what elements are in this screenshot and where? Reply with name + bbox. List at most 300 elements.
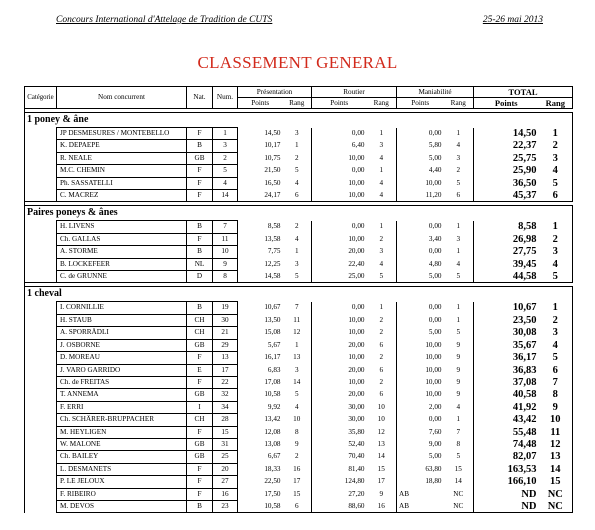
cell-presentation-points: 13,58 <box>264 234 281 243</box>
table-row <box>25 339 573 351</box>
cell-nat: F <box>187 128 213 140</box>
table-row <box>25 451 573 463</box>
table-row <box>25 221 573 233</box>
cell-total-rang: 10 <box>539 414 573 426</box>
cell-nat: B <box>187 302 213 314</box>
cell-routier-rang: 6 <box>367 364 397 376</box>
col-routier: Routier <box>312 87 397 98</box>
cell-routier-rang: 1 <box>367 221 397 233</box>
col-presentation: Présentation <box>238 87 312 98</box>
cell-nat: F <box>187 426 213 438</box>
cell-presentation-points: 6,67 <box>267 452 281 461</box>
cell-routier-rang: 1 <box>367 165 397 177</box>
cell-categorie <box>25 233 57 245</box>
table-row <box>25 389 573 401</box>
cell-num: 11 <box>213 233 238 245</box>
table-row <box>25 401 573 413</box>
cell-nat: GB <box>187 438 213 450</box>
cell-total-rang: 2 <box>539 233 573 245</box>
cell-categorie <box>25 314 57 326</box>
cell-name: Ph. SASSATELLI <box>57 177 187 189</box>
table-row <box>25 177 573 189</box>
cell-num: 2 <box>213 152 238 164</box>
cell-total-rang: 8 <box>539 389 573 401</box>
cell-routier-rang: 4 <box>367 190 397 202</box>
cell-presentation-points: 12,25 <box>264 259 281 268</box>
cell-nat: GB <box>187 389 213 401</box>
cell-categorie <box>25 128 57 140</box>
cell-num: 32 <box>213 389 238 401</box>
cell-maniabilite-rang: 5 <box>444 177 474 189</box>
cell-nat: B <box>187 246 213 258</box>
cell-presentation-points: 13,50 <box>264 315 281 324</box>
cell-categorie <box>25 302 57 314</box>
cell-name: H. STAUB <box>57 314 187 326</box>
cell-presentation-rang: 4 <box>283 401 312 413</box>
cell-categorie <box>25 177 57 189</box>
cell-total-rang: 5 <box>539 177 573 189</box>
cell-routier-points: 10,00 <box>312 190 367 202</box>
cell-nat: F <box>187 177 213 189</box>
cell-maniabilite-rang: 4 <box>444 140 474 152</box>
col-presentation-rang: Rang <box>283 98 312 109</box>
cell-categorie <box>25 401 57 413</box>
cell-maniabilite-points: 10,00 <box>425 377 442 386</box>
cell-presentation-rang: 15 <box>283 488 312 500</box>
cell-presentation-rang: 16 <box>283 463 312 475</box>
cell-routier-points: 0,00 <box>351 129 365 137</box>
cell-total-points: 27,75 <box>512 246 537 258</box>
cell-routier-points: 6,40 <box>351 141 365 150</box>
cell-total-points: 23,50 <box>512 314 537 326</box>
cell-nat: F <box>187 233 213 245</box>
col-maniabilite-rang: Rang <box>444 98 474 109</box>
cell-name: Ch. de FREITAS <box>57 376 187 388</box>
cell-routier-points: 20,00 <box>348 340 365 349</box>
cell-presentation-rang: 4 <box>283 177 312 189</box>
cell-name: B. LOCKEFEER <box>57 258 187 270</box>
cell-presentation-points: 10,58 <box>264 390 281 399</box>
cell-total-points: 26,98 <box>512 233 537 245</box>
cell-total-points: 45,37 <box>474 190 539 202</box>
cell-routier-points: 22,40 <box>348 259 365 268</box>
cell-maniabilite-rang: 9 <box>444 339 474 351</box>
cell-routier-points: 10,00 <box>348 353 365 362</box>
cell-num: 17 <box>213 364 238 376</box>
cell-total-points: 37,08 <box>512 376 537 388</box>
cell-nat: GB <box>187 339 213 351</box>
cell-num: 7 <box>213 221 238 233</box>
cell-categorie <box>25 246 57 258</box>
cell-nat: F <box>187 376 213 388</box>
col-nom: Nom concurrent <box>57 87 187 109</box>
cell-routier-rang: 1 <box>367 128 397 140</box>
cell-maniabilite-points: 2,00 <box>428 402 442 411</box>
cell-maniabilite-rang: 6 <box>444 190 474 202</box>
cell-presentation-rang: 1 <box>283 140 312 152</box>
cell-total-points: 25,75 <box>512 152 537 164</box>
cell-routier-rang: 2 <box>367 233 397 245</box>
cell-total-rang: 1 <box>539 128 573 140</box>
cell-maniabilite-points: 7,60 <box>428 427 442 436</box>
cell-routier-points: 81,40 <box>348 464 365 473</box>
cell-name: P. LE JELOUX <box>57 476 187 488</box>
cell-name: A. STORME <box>57 246 187 258</box>
cell-maniabilite-points: 5,00 <box>428 452 442 461</box>
cell-presentation-rang: 3 <box>283 364 312 376</box>
col-total-points: Points <box>494 98 518 108</box>
cell-presentation-points: 17,08 <box>264 377 281 386</box>
cell-maniabilite-rang: 14 <box>444 476 474 488</box>
cell-presentation-points: 22,50 <box>264 477 281 486</box>
cell-nat: I <box>187 401 213 413</box>
cell-routier-rang: 3 <box>367 246 397 258</box>
cell-total-rang: 3 <box>539 327 573 339</box>
cell-maniabilite-rang: 15 <box>444 463 474 475</box>
cell-categorie <box>25 376 57 388</box>
cell-categorie <box>25 339 57 351</box>
cell-routier-points: 30,00 <box>348 402 365 411</box>
cell-maniabilite-points: 5,00 <box>428 328 442 337</box>
cell-num: 29 <box>213 339 238 351</box>
cell-routier-rang: 2 <box>367 376 397 388</box>
cell-presentation-points: 14,50 <box>264 129 281 137</box>
cell-routier-rang: 4 <box>367 152 397 164</box>
cell-num: 27 <box>213 476 238 488</box>
cell-presentation-points: 13,08 <box>264 439 281 448</box>
cell-categorie <box>25 152 57 164</box>
cell-maniabilite-rang: 5 <box>444 271 474 283</box>
cell-name: F. ERRI <box>57 401 187 413</box>
cell-presentation-points: 16,17 <box>264 353 281 362</box>
cell-presentation-points: 12,08 <box>264 427 281 436</box>
cell-total-points: 41,92 <box>512 401 537 413</box>
cell-maniabilite-points: 63,80 <box>425 464 442 473</box>
cell-maniabilite-points: 10,00 <box>425 390 442 399</box>
cell-presentation-rang: 8 <box>283 426 312 438</box>
cell-name: M. DEVOS <box>57 500 187 512</box>
cell-total-points: ND <box>474 500 539 512</box>
cell-total-points: 163,53 <box>507 463 537 475</box>
cell-routier-rang: 13 <box>367 438 397 450</box>
cell-nat: GB <box>187 451 213 463</box>
cell-categorie <box>25 476 57 488</box>
cell-presentation-points: 14,58 <box>238 271 283 283</box>
cell-presentation-rang: 7 <box>283 302 312 314</box>
cell-routier-rang: 14 <box>367 451 397 463</box>
col-total: TOTAL <box>474 87 573 98</box>
cell-routier-points: 10,00 <box>348 153 365 162</box>
cell-routier-rang: 3 <box>367 140 397 152</box>
event-title: Concours International d'Attelage de Tradition de CUTS <box>56 15 273 25</box>
cell-maniabilite-rang: 8 <box>444 438 474 450</box>
cell-maniabilite-points: 18,80 <box>425 477 442 486</box>
table-row <box>25 314 573 326</box>
cell-total-points: 36,50 <box>512 177 537 189</box>
table-row <box>25 233 573 245</box>
col-nat: Nat. <box>187 87 213 109</box>
col-categorie: Catégorie <box>25 87 57 109</box>
table-row <box>25 128 573 140</box>
cell-name: C. de GRUNNE <box>57 271 187 283</box>
cell-total-rang: 5 <box>539 271 573 283</box>
cell-categorie <box>25 451 57 463</box>
cell-routier-points: 20,00 <box>348 365 365 374</box>
cell-total-points: 44,58 <box>474 271 539 283</box>
cell-routier-points: 10,00 <box>348 328 365 337</box>
cell-nat: B <box>187 140 213 152</box>
cell-routier-rang: 17 <box>367 476 397 488</box>
cell-routier-points: 70,40 <box>348 452 365 461</box>
table-row <box>25 438 573 450</box>
cell-total-points: 36,83 <box>512 364 537 376</box>
ranking-table <box>24 86 573 513</box>
cell-name: J. VARO GARRIDO <box>57 364 187 376</box>
cell-total-points: 82,07 <box>512 451 537 463</box>
cell-maniabilite-rang: 4 <box>444 258 474 270</box>
cell-num: 3 <box>213 140 238 152</box>
cell-presentation-rang: 10 <box>283 414 312 426</box>
cell-num: 10 <box>213 246 238 258</box>
cell-routier-rang: 4 <box>367 258 397 270</box>
cell-total-points: 55,48 <box>512 426 537 438</box>
cell-maniabilite-points: 4,80 <box>428 259 442 268</box>
cell-total-points: 22,37 <box>512 140 537 152</box>
cell-maniabilite-rang: 1 <box>444 221 474 233</box>
cell-presentation-points: 8,58 <box>267 222 281 231</box>
cell-num: 20 <box>213 463 238 475</box>
cell-maniabilite-points: 11,20 <box>397 190 444 202</box>
cell-routier-rang: 10 <box>367 401 397 413</box>
cell-routier-rang: 5 <box>367 271 397 283</box>
cell-maniabilite-points: 0,00 <box>428 315 442 324</box>
section-title: 1 poney & âne <box>25 113 573 128</box>
cell-routier-rang: 6 <box>367 339 397 351</box>
cell-name: D. MOREAU <box>57 352 187 364</box>
cell-routier-points: 20,00 <box>348 247 365 256</box>
cell-routier-rang: 6 <box>367 389 397 401</box>
cell-maniabilite-rang: 3 <box>444 233 474 245</box>
table-row <box>25 488 573 500</box>
cell-routier-points: 27,20 <box>348 489 365 498</box>
cell-presentation-rang: 12 <box>283 327 312 339</box>
cell-routier-points: 88,60 <box>312 500 367 512</box>
cell-num: 19 <box>213 302 238 314</box>
table-row <box>25 364 573 376</box>
cell-total-points: 40,58 <box>512 389 537 401</box>
cell-total-rang: 7 <box>539 376 573 388</box>
cell-nat: D <box>187 271 213 283</box>
table-row <box>25 376 573 388</box>
cell-total-points: 39,45 <box>512 258 537 270</box>
cell-maniabilite-points: 10,00 <box>425 340 442 349</box>
cell-total-rang: 2 <box>539 314 573 326</box>
cell-total-points: 36,17 <box>512 352 537 364</box>
cell-routier-rang: 1 <box>367 302 397 314</box>
cell-name: J. OSBORNE <box>57 339 187 351</box>
cell-presentation-rang: 2 <box>283 221 312 233</box>
table-row <box>25 476 573 488</box>
cell-name: Ch. GALLAS <box>57 233 187 245</box>
cell-total-points: 35,67 <box>512 339 537 351</box>
cell-maniabilite-rang: NC <box>444 488 474 500</box>
cell-maniabilite-points: AB <box>399 489 409 498</box>
cell-routier-points: 52,40 <box>348 439 365 448</box>
cell-presentation-rang: 13 <box>283 352 312 364</box>
cell-presentation-points: 16,50 <box>264 178 281 187</box>
section-header <box>25 206 573 221</box>
cell-categorie <box>25 500 57 512</box>
cell-routier-rang: 15 <box>367 463 397 475</box>
cell-name: W. MALONE <box>57 438 187 450</box>
cell-num: 16 <box>213 488 238 500</box>
section-title: Paires poneys & ânes <box>25 206 573 221</box>
cell-categorie <box>25 463 57 475</box>
cell-total-rang: 11 <box>539 426 573 438</box>
cell-name: Ch. SCHÄRER-BRUPPACHER <box>57 414 187 426</box>
cell-presentation-rang: 11 <box>283 314 312 326</box>
table-row <box>25 271 573 283</box>
cell-presentation-rang: 5 <box>283 271 312 283</box>
cell-maniabilite-points: 5,00 <box>428 153 442 162</box>
cell-maniabilite-rang: 4 <box>444 401 474 413</box>
cell-categorie <box>25 352 57 364</box>
cell-total-rang: 1 <box>539 302 573 314</box>
cell-maniabilite-points: 0,00 <box>428 129 442 137</box>
cell-routier-points: 124,80 <box>344 477 365 486</box>
cell-total-points: 43,42 <box>512 414 537 426</box>
col-routier-rang: Rang <box>367 98 397 109</box>
cell-name: I. CORNILLIE <box>57 302 187 314</box>
cell-total-rang: 14 <box>539 463 573 475</box>
cell-nat: CH <box>187 327 213 339</box>
cell-presentation-rang: 1 <box>283 339 312 351</box>
table-row <box>25 426 573 438</box>
cell-nat: B <box>187 221 213 233</box>
cell-num: 25 <box>213 451 238 463</box>
cell-routier-rang: 2 <box>367 327 397 339</box>
cell-name: C. MACREZ <box>57 190 187 202</box>
cell-maniabilite-rang: 9 <box>444 364 474 376</box>
section-title: 1 cheval <box>25 287 573 302</box>
cell-presentation-rang: 5 <box>283 389 312 401</box>
cell-maniabilite-points: 10,00 <box>425 178 442 187</box>
cell-presentation-points: 10,67 <box>264 303 281 312</box>
cell-total-points: 14,50 <box>512 128 537 139</box>
table-row <box>25 463 573 475</box>
cell-maniabilite-rang: NC <box>444 500 474 512</box>
event-date: 25-26 mai 2013 <box>482 15 543 25</box>
cell-maniabilite-points: 0,00 <box>428 222 442 231</box>
cell-num: 15 <box>213 426 238 438</box>
cell-maniabilite-points: 3,40 <box>428 234 442 243</box>
cell-maniabilite-points: AB <box>397 500 444 512</box>
cell-name: K. DEPAEPE <box>57 140 187 152</box>
cell-routier-points: 10,00 <box>348 315 365 324</box>
cell-total-rang: 9 <box>539 401 573 413</box>
cell-categorie <box>25 258 57 270</box>
cell-presentation-points: 18,33 <box>264 464 281 473</box>
cell-routier-rang: 12 <box>367 426 397 438</box>
cell-num: 1 <box>213 128 238 140</box>
cell-name: M.C. CHEMIN <box>57 165 187 177</box>
cell-num: 34 <box>213 401 238 413</box>
cell-total-rang: NC <box>539 500 573 512</box>
cell-presentation-points: 10,17 <box>264 141 281 150</box>
cell-maniabilite-rang: 1 <box>444 414 474 426</box>
cell-maniabilite-rang: 5 <box>444 451 474 463</box>
cell-name: Ch. BAILEY <box>57 451 187 463</box>
table-row <box>25 190 573 202</box>
cell-nat: E <box>187 364 213 376</box>
cell-num: 31 <box>213 438 238 450</box>
cell-presentation-points: 24,17 <box>238 190 283 202</box>
cell-presentation-rang: 14 <box>283 376 312 388</box>
cell-presentation-rang: 1 <box>283 246 312 258</box>
cell-total-rang: 13 <box>539 451 573 463</box>
table-row <box>25 414 573 426</box>
cell-total-points: 74,48 <box>512 438 537 450</box>
cell-total-rang: 12 <box>539 438 573 450</box>
cell-routier-points: 10,00 <box>348 178 365 187</box>
cell-presentation-points: 21,50 <box>264 166 281 175</box>
cell-routier-rang: 2 <box>367 352 397 364</box>
cell-total-rang: NC <box>539 488 573 500</box>
cell-presentation-points: 13,42 <box>264 415 281 424</box>
cell-categorie <box>25 221 57 233</box>
cell-num: 21 <box>213 327 238 339</box>
cell-nat: B <box>187 500 213 512</box>
cell-maniabilite-points: 0,00 <box>428 415 442 424</box>
col-total-rang: Rang <box>539 98 573 109</box>
cell-presentation-rang: 2 <box>283 152 312 164</box>
cell-presentation-rang: 17 <box>283 476 312 488</box>
cell-num: 4 <box>213 177 238 189</box>
cell-maniabilite-points: 5,00 <box>397 271 444 283</box>
cell-total-rang: 1 <box>539 221 573 233</box>
page-title: CLASSEMENT GENERAL <box>197 53 398 72</box>
cell-maniabilite-rang: 1 <box>444 302 474 314</box>
cell-total-points: ND <box>521 488 537 500</box>
cell-name: JP DESMESURES / MONTEBELLO <box>57 128 187 140</box>
cell-total-rang: 6 <box>539 190 573 202</box>
cell-nat: CH <box>187 314 213 326</box>
cell-maniabilite-points: 4,40 <box>428 166 442 175</box>
cell-nat: GB <box>187 152 213 164</box>
cell-maniabilite-rang: 7 <box>444 426 474 438</box>
cell-categorie <box>25 364 57 376</box>
cell-maniabilite-rang: 9 <box>444 352 474 364</box>
table-row <box>25 302 573 314</box>
cell-maniabilite-rang: 1 <box>444 246 474 258</box>
cell-total-points: 25,90 <box>512 165 537 177</box>
cell-categorie <box>25 488 57 500</box>
cell-name: R. NEALE <box>57 152 187 164</box>
cell-name: M. HEYLIGEN <box>57 426 187 438</box>
cell-routier-points: 30,00 <box>348 415 365 424</box>
cell-total-points: 10,67 <box>512 302 537 314</box>
cell-total-rang: 3 <box>539 246 573 258</box>
cell-routier-points: 20,00 <box>348 390 365 399</box>
cell-presentation-points: 17,50 <box>264 489 281 498</box>
cell-presentation-rang: 4 <box>283 233 312 245</box>
cell-presentation-rang: 9 <box>283 438 312 450</box>
cell-routier-rang: 10 <box>367 414 397 426</box>
cell-nat: F <box>187 463 213 475</box>
cell-name: F. RIBEIRO <box>57 488 187 500</box>
cell-maniabilite-points: 0,00 <box>428 247 442 256</box>
cell-nat: F <box>187 165 213 177</box>
